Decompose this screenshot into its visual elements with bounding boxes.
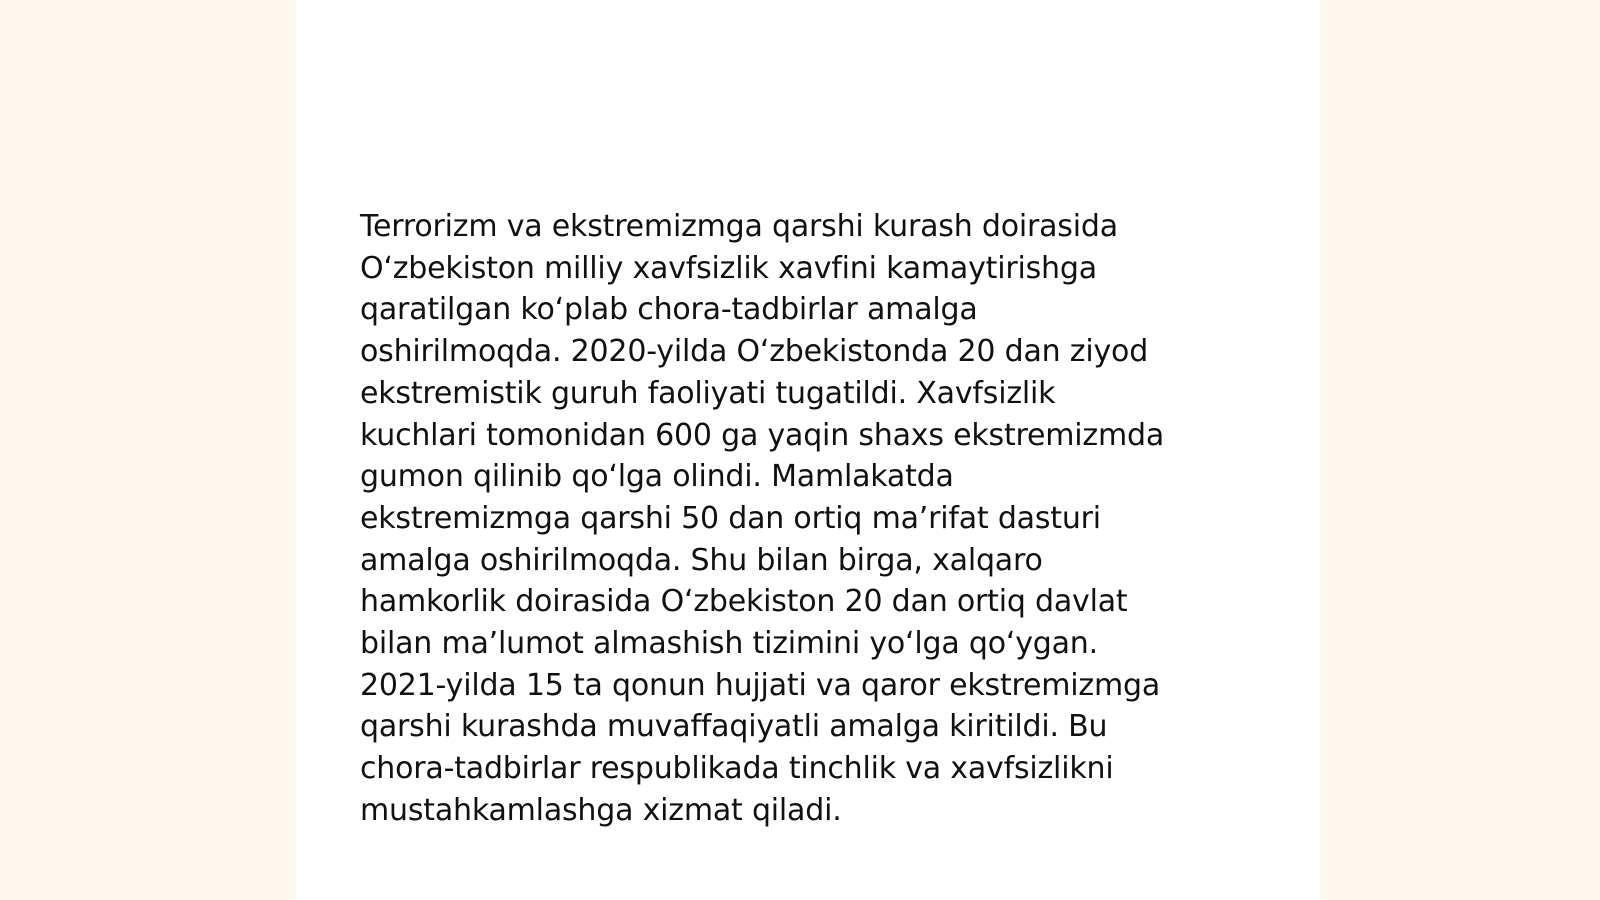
text-line: chora-tadbirlar respublikada tinchlik va xavfsizlikni [360, 751, 1114, 787]
text-line: hamkorlik doirasida Oʻzbekiston 20 dan ortiq davlat [360, 584, 1128, 620]
document-page [296, 0, 1320, 900]
text-line: gumon qilinib qoʻlga olindi. Mamlakatda [360, 459, 954, 495]
text-line: bilan maʼlumot almashish tizimini yoʻlga qoʻygan. [360, 626, 1098, 662]
text-line: ekstremizmga qarshi 50 dan ortiq maʼrifat dasturi [360, 500, 1101, 536]
body-paragraph [360, 206, 1260, 832]
text-line: qaratilgan koʻplab chora-tadbirlar amalga [360, 292, 978, 328]
text-line: ekstremistik guruh faoliyati tugatildi. Xavfsizlik [360, 375, 1056, 411]
text-line: Terrorizm va ekstremizmga qarshi kurash doirasida [360, 209, 1118, 244]
text-line: Oʻzbekiston milliy xavfsizlik xavfini kamaytirishga [360, 250, 1097, 286]
text-line: amalga oshirilmoqda. Shu bilan birga, xalqaro [360, 542, 1043, 578]
text-line: oshirilmoqda. 2020-yilda Oʻzbekistonda 20 dan ziyod [360, 334, 1149, 370]
text-line: mustahkamlashga xizmat qiladi. [360, 792, 842, 828]
text-line: qarshi kurashda muvaffaqiyatli amalga kiritildi. Bu [360, 709, 1108, 745]
text-line: 2021-yilda 15 ta qonun hujjati va qaror ekstremizmga [360, 667, 1161, 703]
text-line: kuchlari tomonidan 600 ga yaqin shaxs ekstremizmda [360, 417, 1164, 453]
